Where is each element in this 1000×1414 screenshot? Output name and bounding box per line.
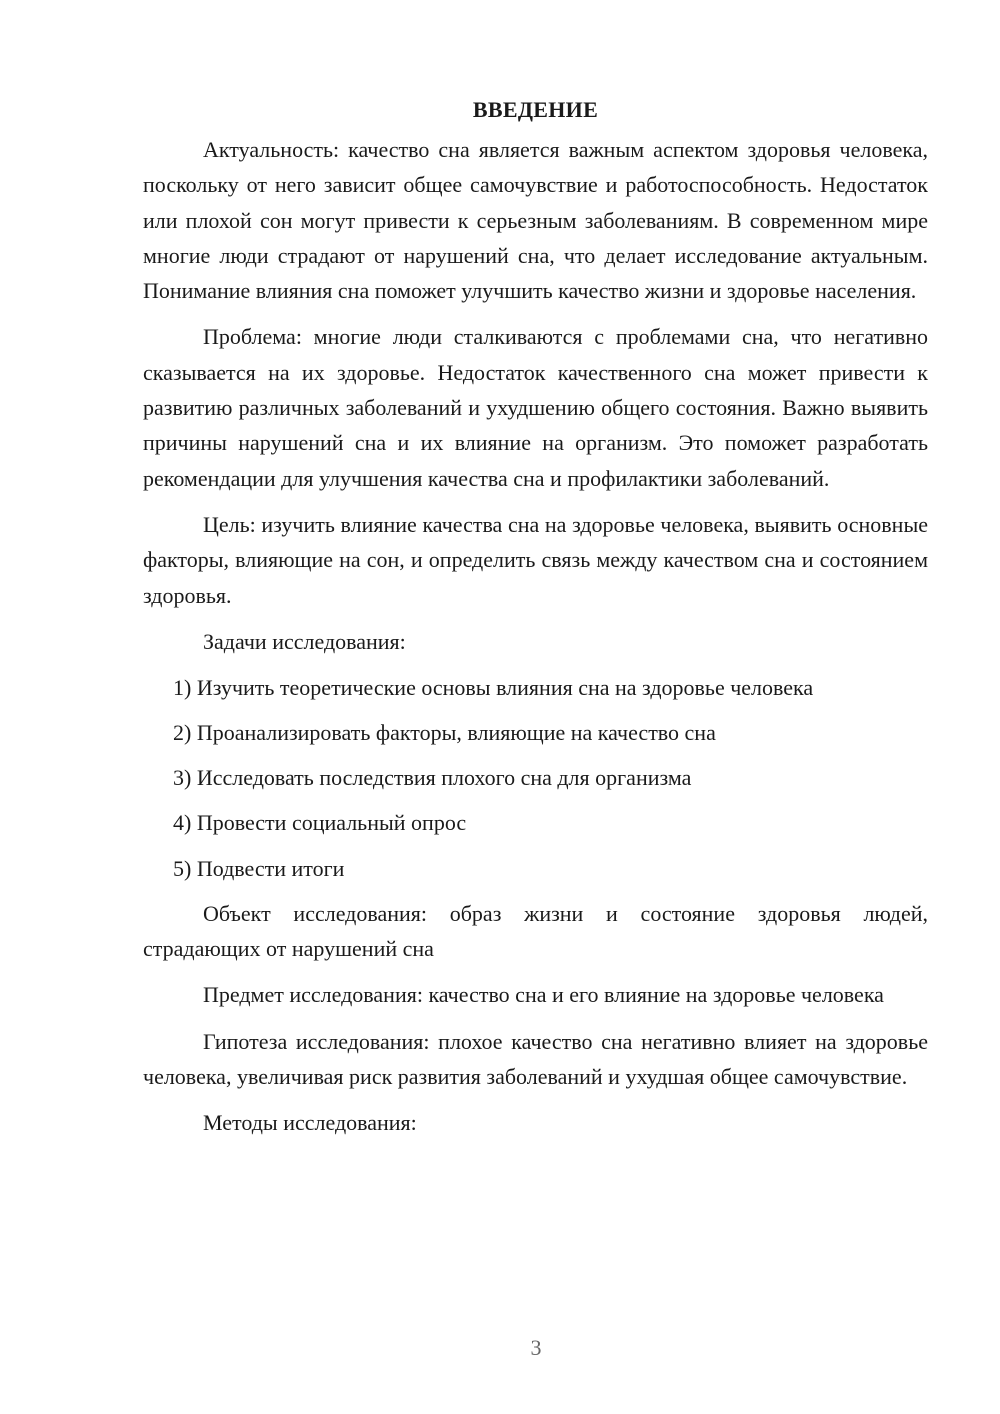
methods-title: Методы исследования: <box>203 1110 417 1136</box>
section-heading: ВВЕДЕНИЕ <box>472 97 599 122</box>
task-item-1: 1) Изучить теоретические основы влияния сна на здоровье человека <box>173 675 814 701</box>
relevance-paragraph: Актуальность: качество сна является важным аспектом здоровья человека, поскольку от него зависит общее самочувствие и работоспособность. Недостаток или плохой сон могут привести к серьезным заболеваниям. В современном мире многие люди страдают от нарушений сна, что делает исследование актуальным. Понимание влияния сна поможет улучшить качество жизни и здоровье населения. <box>143 137 928 304</box>
task-item-2: 2) Проанализировать факторы, влияющие на качество сна <box>173 720 716 746</box>
problem-paragraph: Проблема: многие люди сталкиваются с проблемами сна, что негативно сказывается на их здоровье. Недостаток качественного сна может привести к развитию различных заболеваний и ухудшению общего состояния. Важно выявить причины нарушений сна и их влияние на организм. Это поможет разработать рекомендации для улучшения качества сна и профилактики заболеваний. <box>143 324 928 491</box>
object-paragraph: Объект исследования: образ жизни и состояние здоровья людей, страдающих от нарушений сна <box>143 900 928 961</box>
task-item-3: 3) Исследовать последствия плохого сна для организма <box>173 765 692 791</box>
page-number: 3 <box>530 1335 542 1360</box>
task-item-5: 5) Подвести итоги <box>173 855 345 881</box>
document-page <box>143 92 928 1151</box>
tasks-title: Задачи исследования: <box>203 628 406 654</box>
hypothesis-paragraph: Гипотеза исследования: плохое качество сна негативно влияет на здоровье человека, увеличивая риск развития заболеваний и ухудшая общее самочувствие. <box>143 1028 928 1089</box>
goal-paragraph: Цель: изучить влияние качества сна на здоровье человека, выявить основные факторы, влияющие на сон, и определить связь между качеством сна и состоянием здоровья. <box>143 511 928 608</box>
task-item-4: 4) Провести социальный опрос <box>173 810 467 836</box>
subject-paragraph: Предмет исследования: качество сна и его влияние на здоровье человека <box>203 982 884 1008</box>
tasks-list <box>143 670 928 886</box>
